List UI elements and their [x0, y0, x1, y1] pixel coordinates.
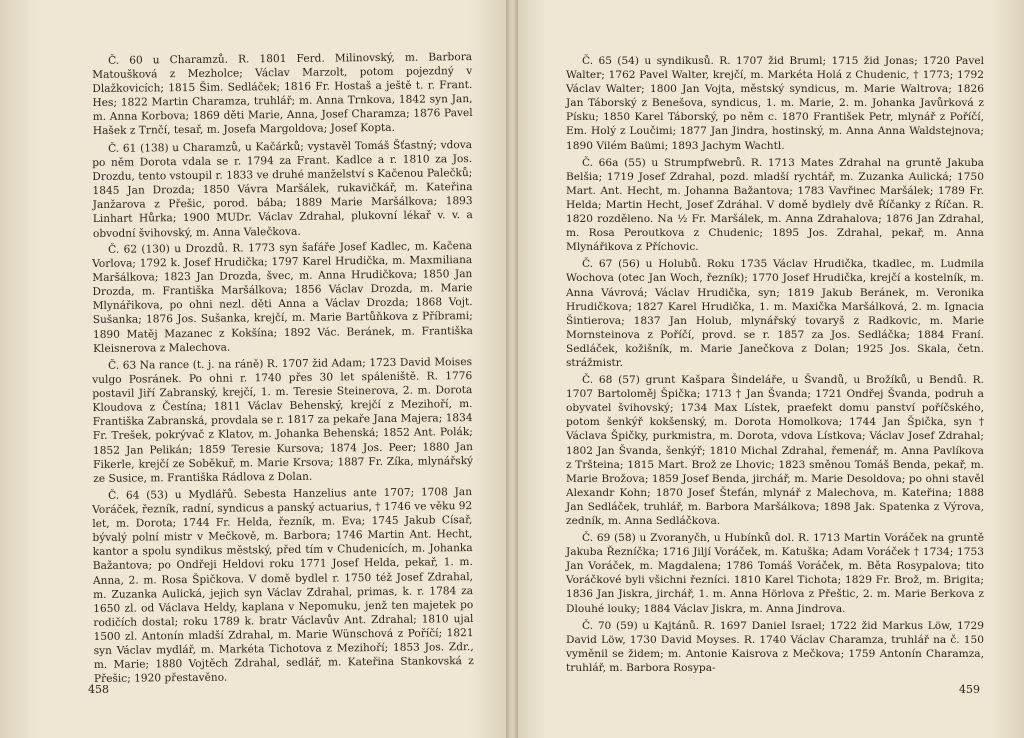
entry-house-65: Č. 65 (54) u syndikusů. R. 1707 žid Bruml; 1715 žid Jonas; 1720 Pavel Walter; 1762 Pavel Walter, krejčí, m. Markéta Holá z Chudenic, † 1773; 1792 Václav Walter; 1800 Jan Vojta, městský syndicus, m. Marie Waltrova; 1826 Jan Táborský z Benešova, syndicus, 1. m. Marie, 2. m. Johanka Javůrková z Písku; 1850 Karel Táborský, po něm c. 1870 František Petr, mlynář z Poříčí, Em. Holý z Loučimi; 1877 Jan Jindra, hostinský, m. Anna Anna Waldstejnova; 1890 Vilém Baümi; 1893 Jachym Wachtl.	[566, 55, 984, 152]
entry-house-66a: Č. 66a (55) u Strumpfwebrů. R. 1713 Mates Zdrahal na gruntě Jakuba Belšia; 1719 Josef Zdrahal, pozd. mladší rychtář, m. Zuzanka Aulická; 1750 Mart. Ant. Hecht, m. Johanna Bažantova; 1783 Vavřinec Maršálek; 1789 Fr. Helda; Martin Hecht, Josef Zdráhal. V domě bydlely dvě Říčanky z Říčan. R. 1820 rozděleno. Na ½ Fr. Maršálek, m. Anna Zdrahalova; 1876 Jan Zdrahal, m. Rosa Peroutkova z Chudenic; 1895 Jos. Zdrahal, pekař, m. Anna Mlynářikova z Příchovic.	[566, 156, 984, 254]
entry-house-62: Č. 62 (130) u Drozdů. R. 1773 syn šafáře Josef Kadlec, m. Kačena Vorlova; 1792 k. Josef Hrudička; 1797 Karel Hrudička, m. Maxmiliana Maršálkova; 1823 Jan Drozda, švec, m. Anna Hrudičkova; 1850 Jan Drozda, m. Františka Maršálkova; 1856 Václav Drozda, m. Marie Mlynářikova, po ohni nezl. děti Anna a Václav Drozda; 1868 Vojt. Sušanka; 1876 Jos. Sušanka, krejčí, m. Marie Bartůňkova z Příbrami; 1890 Matěj Mazanec z Kokšína; 1892 Vác. Beránek, m. Františka Kleisnerova z Malechova.	[92, 240, 474, 355]
entry-house-63: Č. 63 Na rance (t. j. na ráně) R. 1707 žid Adam; 1723 David Moises vulgo Posránek. Po ohni r. 1740 přes 30 let spáleniště. R. 1776 postavil Jiří Zabranský, krejčí, 1. m. Teresie Steinerova, 2. m. Dorota Kloudova z Čestína; 1811 Václav Behenský, krejčí z Mezihoří, m. Františka Zabranská, provdala se r. 1817 za pekaře Jana Majera; 1834 Fr. Trešek, pokrývač z Klatov, m. Johanka Behenská; 1852 Ant. Polák; 1852 Jan Pelikán; 1859 Teresie Kursova; 1874 Jos. Peer; 1880 Jan Fikerle, krejčí ze Soběkuř, m. Marie Krsova; 1887 Fr. Zíka, mlynářský ze Susice, m. Františka Rádlova z Dolan.	[92, 355, 474, 485]
entry-house-64: Č. 64 (53) u Mydlářů. Sebesta Hanzelius ante 1707; 1708 Jan Voráček, řezník, radní, syndicus a panský actuarius, † 1746 ve věku 92 let, m. Dorota; 1744 Fr. Helda, řezník, m. Eva; 1745 Jakub Císař, bývalý polní mistr v Mečkově, m. Barbora; 1746 Martin Ant. Hecht, kantor a spolu syndikus městský, před tím v Chudenicích, m. Johanka Bažantova; po Ondřeji Heldovi roku 1771 Josef Helda, pekař, 1. m. Anna, 2. m. Rosa Špičkova. V domě bydlel r. 1750 též Josef Zdrahal, m. Zuzanka Aulická, jejich syn Václav Zdrahal, primas, k. r. 1784 za 1650 zl. od Václava Heldy, kaplana v Nepomuku, jenž ten majetek po rodičích dostal; roku 1789 k. bratr Václavův Ant. Zdrahal; 1810 ujal 1500 zl. Antonín mladší Zdrahal, m. Marie Wünschová z Poříčí; 1821 syn Václav mydlář, m. Markéta Tichotova z Mezihoří; 1853 Jos. Zdr., m. Marie; 1880 Vojtěch Zdrahal, sedlář, m. Kateřina Stankovská z Přešic; 1920 přestavěno.	[92, 485, 474, 686]
entry-house-67: Č. 67 (56) u Holubů. Roku 1735 Václav Hrudička, tkadlec, m. Ludmila Wochova (otec Jan Woch, řezník); 1770 Josef Hrudička, krejčí a kostelník, m. Anna Vávrová; Václav Hrudička, syn; 1819 Jakub Beránek, m. Veronika Hrudičkova; 1827 Karel Hrudička, 1. m. Maxička Maršálková, 2. m. Ignacia Šintierova; 1837 Jan Holub, mlynářský tovaryš z Radkovic, m. Marie Mornsteinova z Poříčí, provd. se r. 1857 za Jos. Sedláčka; 1884 Franí. Sedláček, kožišník, m. Marie Janečkova z Dolan; 1925 Jos. Skala, četn. strážmistr.	[566, 258, 984, 369]
entry-house-69: Č. 69 (58) u Zvoranyčh, u Hubínků dol. R. 1713 Martin Voráček na gruntě Jakuba Řezníčka; 1716 Jiljí Voráček, m. Katuška; Adam Voráček † 1734; 1753 Jan Voráček, m. Magdalena; 1786 Tomáš Voráček, m. Běta Rosypalova; tito Voráčkové byli všichni řezníci. 1810 Karel Tichota; 1829 Fr. Brož, m. Brigita; 1836 Jan Jiskra, jirchář, 1. m. Anna Hörlova z Přeštic, 2. m. Marie Berkova z Dlouhé louky; 1884 Václav Jiskra, m. Anna Jindrova.	[566, 532, 984, 615]
entry-house-70: Č. 70 (59) u Kajtánů. R. 1697 Daniel Israel; 1722 žid Markus Löw, 1729 David Löw, 1730 David Moyses. R. 1740 Václav Charamza, truhlář na č. 150 vyměnil se židem; m. Antonie Kaisrova z Mečkova; 1759 Antonín Charamza, truhlář, m. Barbora Rosypa-	[566, 619, 984, 674]
page-number-left: 458	[88, 683, 109, 696]
entry-house-68: Č. 68 (57) grunt Kašpara Šindeláře, u Švandů, u Brožíků, u Bendů. R. 1707 Bartoloměj Špička; 1713 † Jan Švanda; 1721 Ondřej Švanda, podruh a obyvatel švihovský; 1734 Max Lístek, praefekt domu panství poříčského, potom šenkýř kokšenský, m. Dorota Homolkova; 1744 Jan Špička, syn † Václava Špičky, purkmistra, m. Dorota, vdova Lístkova; Václav Josef Zdrahal; 1802 Jan Švanda, šenkýř; 1810 Michal Zdrahal, řemenář, m. Anna Pavlíkova z Tršteina; 1815 Mart. Brož ze Lhovic; 1823 směnou Tomáš Benda, pekař, m. Marie Brožova; 1859 Josef Benda, jirchář, m. Marie Desoldova; po ohni stavěl Alexandr Kohn; 1870 Josef Štefán, mlynář z Malechova, m. Kateřina; 1888 Jan Sedláček, truhlář, m. Barbora Maršálkova; 1898 Jak. Spatenka z Výrova, zedník, m. Anna Sedláčkova.	[566, 374, 984, 527]
right-page	[512, 0, 1024, 738]
entry-house-60: Č. 60 u Charamzů. R. 1801 Ferd. Milinovský, m. Barbora Matoušková z Mezholce; Václav Marzolt, potom pojezdný v Dlažkovicích; 1815 Šim. Sedláček; 1816 Fr. Hostaš a ještě t. r. Frant. Hes; 1822 Martin Charamza, truhlář; m. Anna Trnkova, 1842 syn Jan, m. Anna Korbova; 1869 děti Marie, Anna, Josef Charamza; 1876 Pavel Hašek z Trnčí, tesař, m. Josefa Margoldova; Josef Kopta.	[92, 51, 473, 138]
page-number-right: 459	[959, 683, 980, 696]
entry-house-61: Č. 61 (138) u Charamzů, u Kačárků; vystavěl Tomáš Šťastný; vdova po něm Dorota vdala se r. 1794 za Frant. Kadlce a r. 1810 za Jos. Drozdu, tento vstoupil r. 1833 ve druhé manželství s Kačenou Palečků; 1845 Jan Drozda; 1850 Vávra Maršálek, rukavičkář, m. Kateřina Janžarova z Přešic, porod. bába; 1889 Marie Maršálkova; 1893 Linhart Hůrka; 1900 MUDr. Václav Zdrahal, plukovní lékař v. v. a obvodní švihovský, m. Anna Valečkova.	[92, 138, 473, 240]
